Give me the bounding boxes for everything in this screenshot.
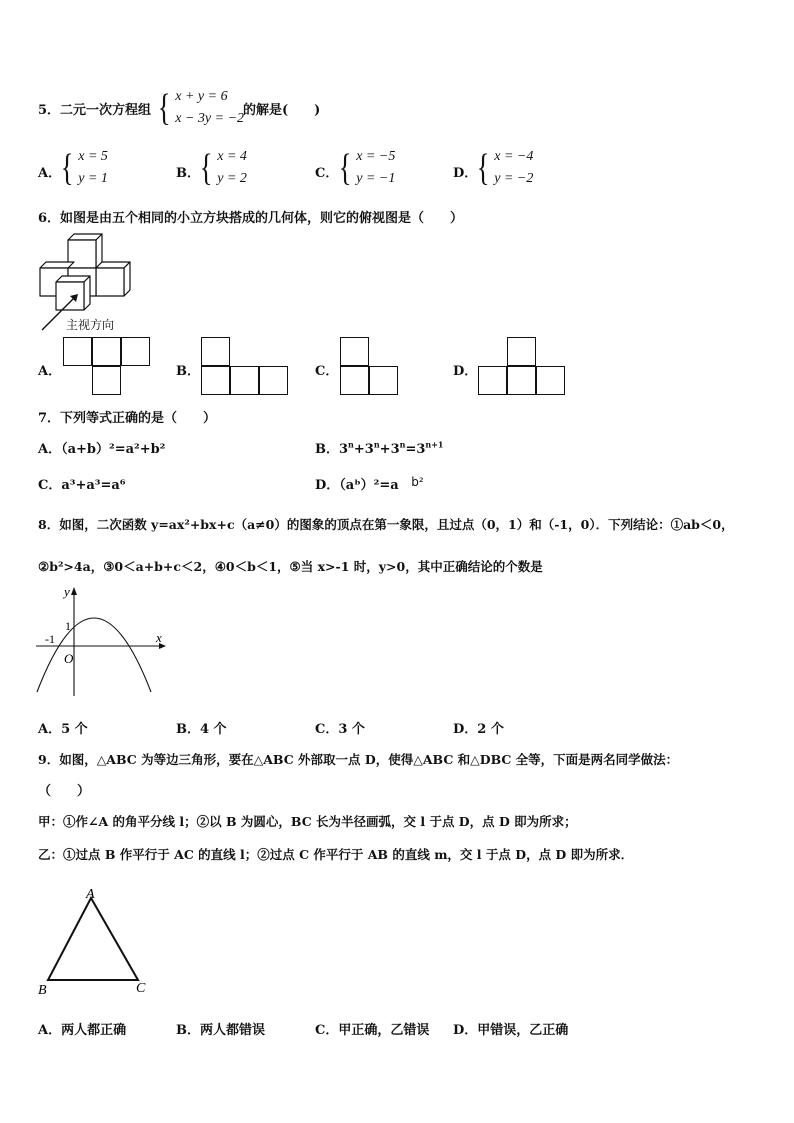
q7-option-a [38, 438, 165, 457]
q9-option-c: C．甲正确，乙错误 [315, 1023, 430, 1038]
q7-b-label: B． [315, 442, 339, 457]
q7-b-base3: 3 [390, 442, 400, 457]
q5-prefix: 5．二元一次方程组 [38, 103, 152, 118]
q7-b-eq: =3 [405, 442, 426, 457]
q5-suffix: 的解是( ) [243, 103, 321, 118]
q8-option-d: D．2 个 [453, 722, 504, 737]
triangle-figure [34, 888, 154, 998]
q5-system: { x + y = 6 x − 3y = −2 [157, 87, 245, 129]
q9-option-a: A．两人都正确 [38, 1023, 127, 1038]
q9-question-line2: （ ） [38, 784, 91, 799]
q6-option-d-figure [478, 337, 568, 397]
origin-label: O [64, 651, 74, 666]
q5-option-a-label: A． [38, 166, 62, 181]
q7-a-text: （a+b）²=a²+b² [61, 442, 166, 457]
q7-option-c [38, 474, 126, 493]
q6-option-a-label: A． [38, 364, 62, 379]
q6-option-c-label: C． [315, 364, 339, 379]
parabola-graph [34, 584, 170, 698]
vertex-a: A [86, 888, 95, 902]
q7-b-plus2: + [379, 442, 391, 457]
q8-option-b: B．4 个 [176, 722, 227, 737]
q5-option-a: { x = 5 y = 1 [60, 147, 108, 189]
q7-d-exp: b² [411, 475, 424, 489]
q6-option-c-figure [340, 337, 400, 397]
q7-c-label: C． [38, 478, 62, 493]
q5-option-c-label: C． [315, 166, 339, 181]
q5-option-d-label: D． [453, 166, 478, 181]
q5-a-l1: x = 5 [78, 149, 108, 164]
view-direction-label: 主视方向 [66, 318, 115, 332]
q7-b-plus1: + [353, 442, 365, 457]
q9-option-d: D．甲错误，乙正确 [453, 1023, 569, 1038]
q7-d-text: （aᵇ）²=a [339, 478, 399, 493]
q7-question: 7．下列等式正确的是（ ） [38, 411, 217, 426]
q5-c-l2: y = −1 [356, 171, 396, 186]
q9-option-b: B．两人都错误 [176, 1023, 265, 1038]
q7-b-exp1: n [348, 439, 354, 450]
q5-d-l2: y = −2 [494, 171, 534, 186]
q7-c-text: a³+a³=a⁶ [61, 478, 126, 493]
y-axis-label: y [64, 584, 70, 599]
q8-option-c: C．3 个 [315, 722, 365, 737]
vertex-b: B [38, 983, 47, 998]
q7-b-base1: 3 [339, 442, 349, 457]
q8-question-line2: ②b²>4a，③0＜a+b+c＜2，④0＜b＜1，⑤当 x>-1 时，y>0，其中正确结论的个数是 [38, 559, 543, 574]
q7-b-base2: 3 [364, 442, 374, 457]
q7-option-d [315, 474, 424, 493]
q6-question: 6．如图是由五个相同的小立方块搭成的几何体，则它的俯视图是（ ） [38, 211, 464, 226]
q8-question-line1: 8．如图，二次函数 y=ax²+bx+c（a≠0）的图象的顶点在第一象限，且过点（0，1）和（-1，0）．下列结论：①ab＜0， [38, 517, 734, 532]
q7-b-exp2: n [373, 439, 380, 450]
q6-option-a-figure [63, 337, 153, 397]
q8-option-a: A．5 个 [38, 722, 88, 737]
q7-b-exp3: n [399, 439, 406, 450]
q5-eq1: x + y = 6 [175, 89, 228, 104]
q5-eq2: x − 3y = −2 [175, 111, 245, 126]
q9-method-jia: 甲：①作∠A 的角平分线 l；②以 B 为圆心，BC 长为半径画弧，交 l 于点 D，点 D 即为所求； [38, 814, 577, 829]
q7-option-b [315, 438, 443, 457]
q9-method-yi: 乙：①过点 B 作平行于 AC 的直线 l；②过点 C 作平行于 AB 的直线 m，交 l 于点 D，点 D 即为所求． [38, 847, 634, 862]
q5-option-d: { x = −4 y = −2 [476, 147, 534, 189]
q5-option-b: { x = 4 y = 2 [199, 147, 247, 189]
q5-c-l1: x = −5 [356, 149, 396, 164]
q5-b-l1: x = 4 [217, 149, 247, 164]
q5-b-l2: y = 2 [217, 171, 247, 186]
parabola-curve [37, 618, 151, 692]
x-axis-label: x [156, 630, 162, 645]
q7-a-label: A． [38, 442, 62, 457]
q5-d-l1: x = −4 [494, 149, 534, 164]
q7-d-label: D． [315, 478, 340, 493]
q9-question-line1: 9．如图，△ABC 为等边三角形，要在△ABC 外部取一点 D，使得△ABC 和△DBC 全等，下面是两名同学做法： [38, 752, 679, 767]
q5-option-b-label: B． [176, 166, 200, 181]
q5-a-l2: y = 1 [78, 171, 108, 186]
q6-option-d-label: D． [453, 364, 478, 379]
vertex-c: C [136, 981, 146, 996]
y-tick-one: 1 [65, 619, 71, 633]
q6-option-b-label: B． [176, 364, 200, 379]
q6-option-b-figure [201, 337, 291, 397]
q7-b-exp4: n+1 [425, 439, 444, 450]
x-tick-neg1: -1 [45, 632, 55, 646]
q5-option-c: { x = −5 y = −1 [338, 147, 396, 189]
